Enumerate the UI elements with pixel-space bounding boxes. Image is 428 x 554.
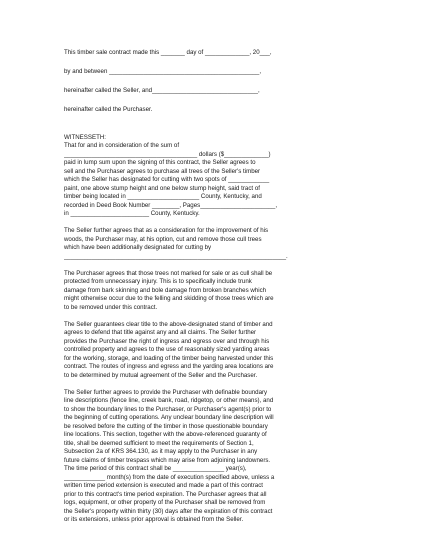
purchaser-designation-line: hereinafter called the Purchaser.	[64, 106, 153, 113]
paragraph-line: line locations. This section, together with the above-referenced guaranty of	[64, 431, 267, 438]
witnesseth-line: sell and the Purchaser agrees to purchase all trees of the Seller's timber	[64, 167, 261, 175]
paragraph-line: future claims of timber trespass which may arise from adjoining landowners.	[64, 456, 271, 464]
paragraph-line: The Seller guarantees clear title to the above-designated stand of timber and	[64, 320, 273, 328]
paragraph-line: woods, the Purchaser may, at his option, cut and remove those cull trees	[64, 235, 262, 243]
paragraph-line: provides the Purchaser the right of ingress and egress over and through his	[64, 337, 270, 345]
paragraph-line: or its extensions, unless prior approval is obtained from the Seller.	[64, 516, 244, 523]
title-guarantee-paragraph	[64, 321, 388, 381]
witnesseth-line: recorded in Deed Book Number ________, Pages______________________,	[64, 201, 278, 209]
paragraph-line: to show the boundary lines to the Purchaser, or Purchaser's agent(s) prior to	[64, 405, 272, 413]
paragraph-line: ____________ month(s) from the date of execution specified above, unless a	[64, 473, 275, 481]
witnesseth-line: which the Seller has designated for cutting with two spots of ____________	[64, 176, 270, 183]
paragraph-line: which have been additionally designated for cutting by	[64, 244, 212, 251]
paragraph-line: protected from unnecessary injury. This is to specifically include trunk	[64, 278, 252, 285]
paragraph-line: for the working, storage, and loading of the timber being harvested under this	[64, 354, 274, 362]
parties-between-line: by and between ____________________________________________,	[64, 68, 262, 75]
paragraph-line: _________________________________________________________________.	[64, 252, 288, 260]
paragraph-line: The Seller further agrees to provide the Purchaser with definable boundary	[64, 388, 268, 396]
paragraph-line: damage from bark skinning and bole damage from broken branches which	[64, 286, 267, 294]
tree-protection-paragraph	[64, 270, 388, 313]
paragraph-line: prior to this contract's time period expiration. The Purchaser agrees that all	[64, 490, 267, 498]
paragraph-line: be resolved before the cutting of the timber in those questionable boundary	[64, 422, 268, 430]
paragraph-line: The Seller further agrees that as a consideration for the improvement of his	[64, 227, 269, 234]
witnesseth-line: paid in lump sum upon the signing of this contract, the Seller agrees to	[64, 159, 256, 166]
witnesseth-line: timber being located in _____________________ County, Kentucky, and	[64, 193, 262, 200]
witnesseth-heading: WITNESSETH:	[64, 133, 106, 141]
paragraph-line: The time period of this contract shall be _______________ year(s),	[64, 465, 247, 472]
seller-designation-line: hereinafter called the Seller, and_______________________________,	[64, 87, 260, 94]
paragraph-line: contract. The routes of ingress and egress and the yarding area locations are	[64, 363, 274, 370]
witnesseth-line: in _______________________ County, Kentucky.	[64, 210, 200, 217]
paragraph-line: might otherwise occur due to the felling and skidding of those trees which are	[64, 295, 274, 302]
witnesseth-section	[64, 134, 388, 219]
paragraph-line: agrees to defend that title against any and all claims. The Seller further	[64, 329, 257, 336]
paragraph-line: The Purchaser agrees that those trees not marked for sale or as cull shall be	[64, 269, 273, 277]
witnesseth-line: That for and in consideration of the sum of	[64, 142, 180, 149]
paragraph-line: to be determined by mutual agreement of the Seller and the Purchaser.	[64, 371, 258, 379]
cull-trees-paragraph	[64, 227, 388, 261]
paragraph-line: line descriptions (fence line, creek bank, road, ridgetop, or other means), and	[64, 397, 274, 404]
paragraph-line: written time period extension is executed and made a part of this contract	[64, 482, 263, 489]
paragraph-line: logs, equipment, or other property of the Purchaser shall be removed from	[64, 499, 266, 506]
paragraph-line: title, shall be deemed sufficient to meet the requirements of Section 1,	[64, 439, 254, 447]
paragraph-line: the Seller's property within thirty (30) days after the expiration of this contract	[64, 507, 273, 515]
paragraph-line: the beginning of cutting operations. Any unclear boundary line description will	[64, 414, 274, 421]
witnesseth-line: paint, one above stump height and one below stump height, said tract of	[64, 184, 260, 192]
boundary-lines-paragraph	[64, 389, 388, 525]
paragraph-line: controlled property and agrees to the use of reasonably sized yarding areas	[64, 346, 270, 353]
paragraph-line: Subsection 2a of KRS 364.130, as it may apply to the Purchaser in any	[64, 448, 258, 455]
contract-intro-line: This timber sale contract made this _______ day of _____________, 20___,	[64, 49, 272, 56]
witnesseth-line: _______________________________________ dollars ($_____________)	[64, 150, 271, 158]
paragraph-line: to be removed under this contract.	[64, 303, 158, 311]
